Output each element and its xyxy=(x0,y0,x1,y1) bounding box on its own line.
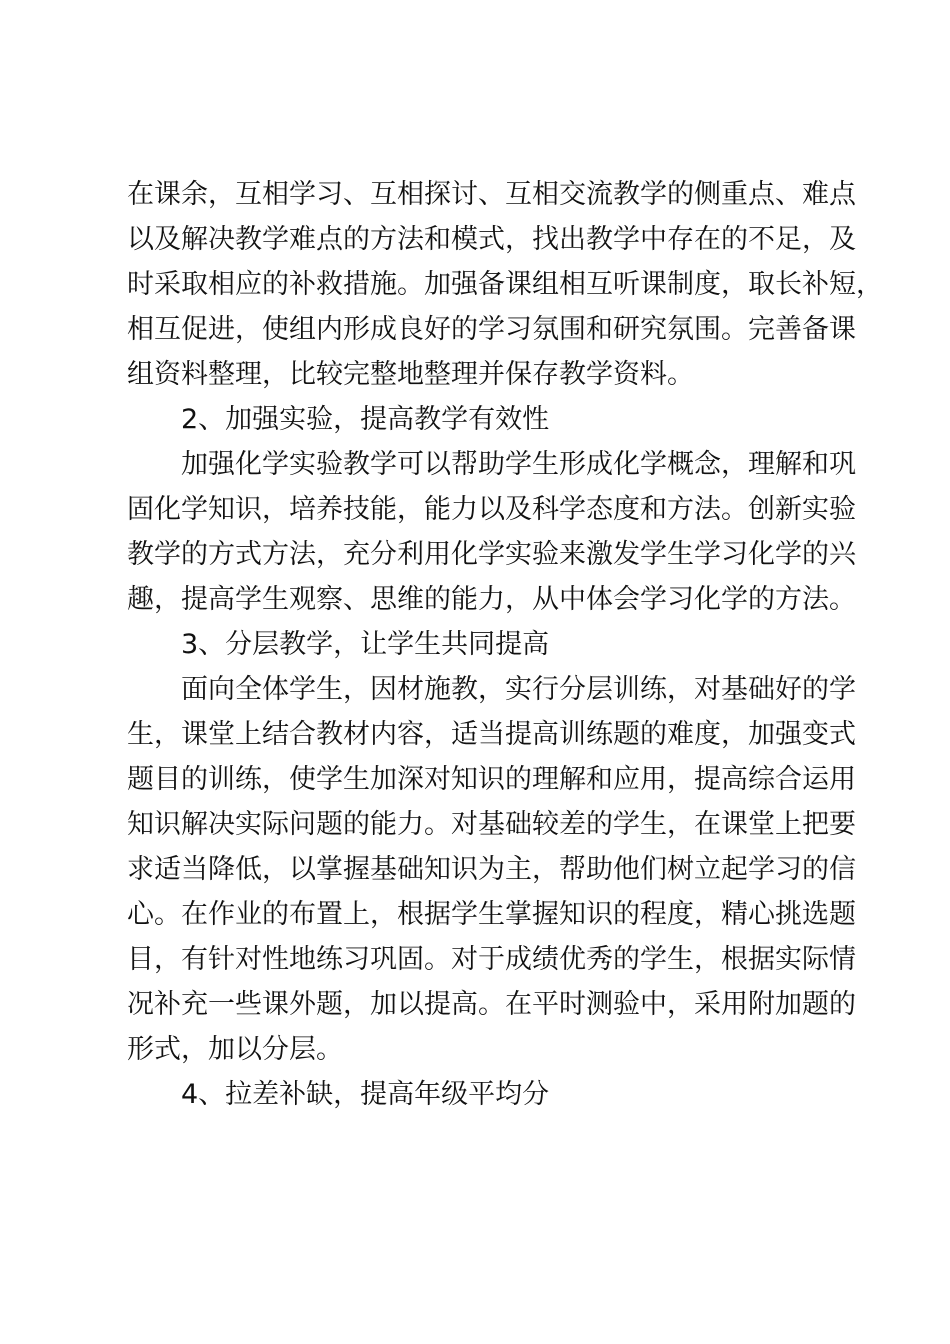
paragraph-line: 况补充一些课外题，加以提高。在平时测验中，采用附加题的 xyxy=(127,989,856,1020)
paragraph-line: 目，有针对性地练习巩固。对于成绩优秀的学生，根据实际情 xyxy=(127,944,856,975)
paragraph-line: 教学的方式方法，充分利用化学实验来激发学生学习化学的兴 xyxy=(127,539,856,570)
paragraph-line: 生，课堂上结合教材内容，适当提高训练题的难度，加强变式 xyxy=(127,719,856,750)
paragraph-line: 知识解决实际问题的能力。对基础较差的学生，在课堂上把要 xyxy=(127,809,856,840)
section-heading: 4、拉差补缺，提高年级平均分 xyxy=(181,1079,550,1110)
section-heading: 2、加强实验，提高教学有效性 xyxy=(181,404,550,435)
paragraph-line: 以及解决教学难点的方法和模式，找出教学中存在的不足，及 xyxy=(127,224,856,255)
paragraph-line: 加强化学实验教学可以帮助学生形成化学概念，理解和巩 xyxy=(181,449,856,480)
paragraph-line: 组资料整理，比较完整地整理并保存教学资料。 xyxy=(127,359,694,390)
paragraph-line: 在课余，互相学习、互相探讨、互相交流教学的侧重点、难点 xyxy=(127,179,856,210)
paragraph-line: 趣，提高学生观察、思维的能力，从中体会学习化学的方法。 xyxy=(127,584,856,615)
section-heading: 3、分层教学，让学生共同提高 xyxy=(181,629,550,660)
paragraph-line: 形式，加以分层。 xyxy=(127,1034,343,1065)
paragraph-line: 面向全体学生，因材施教，实行分层训练，对基础好的学 xyxy=(181,674,856,705)
paragraph-line: 题目的训练，使学生加深对知识的理解和应用，提高综合运用 xyxy=(127,764,856,795)
paragraph-line: 固化学知识，培养技能，能力以及科学态度和方法。创新实验 xyxy=(127,494,856,525)
paragraph-line: 相互促进，使组内形成良好的学习氛围和研究氛围。完善备课 xyxy=(127,314,856,345)
document-body xyxy=(127,172,883,1117)
paragraph-line: 求适当降低，以掌握基础知识为主，帮助他们树立起学习的信 xyxy=(127,854,856,885)
paragraph-line: 时采取相应的补救措施。加强备课组相互听课制度，取长补短， xyxy=(127,269,883,300)
paragraph-line: 心。在作业的布置上，根据学生掌握知识的程度，精心挑选题 xyxy=(127,899,856,930)
